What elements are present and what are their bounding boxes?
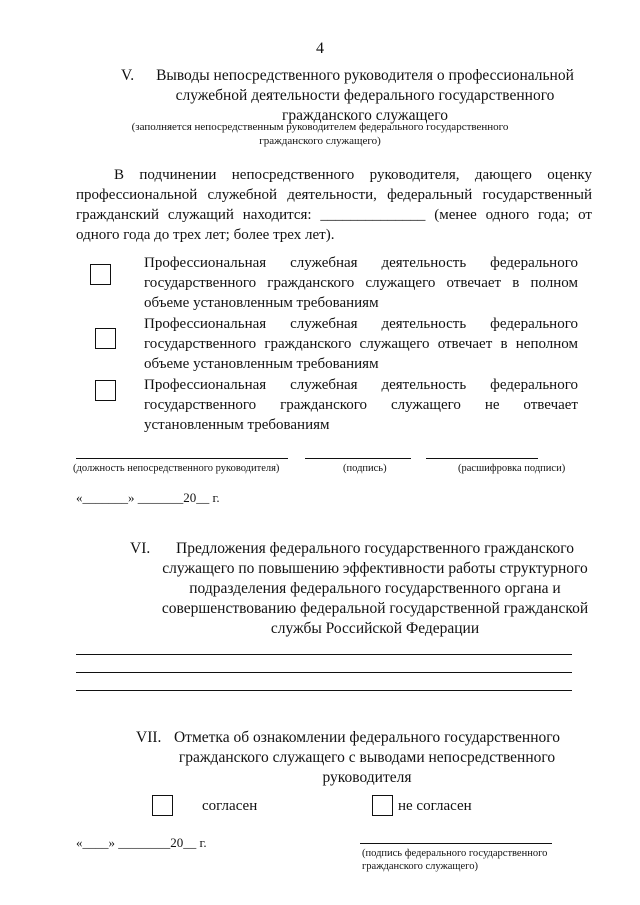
position-caption: (должность непосредственного руководителя) (73, 463, 280, 474)
section-6-title-line: совершенствованию федеральной государственной гражданской (161, 600, 589, 617)
option-line: установленным требованиям (144, 417, 330, 433)
disagree-checkbox[interactable] (372, 795, 393, 816)
option-not-meet-text (144, 375, 578, 435)
option-partial-text (144, 314, 578, 374)
section-5-title-line: Выводы непосредственного руководителя о профессиональной (156, 67, 574, 84)
option-line: Профессиональная служебная деятельность федерального (144, 316, 578, 332)
section-5-note (0, 120, 640, 148)
decoding-signature-line[interactable] (426, 458, 538, 459)
section-7-title-line: гражданского служащего с выводами непосредственного (178, 749, 556, 766)
option-line: объеме установленным требованиям (144, 356, 379, 372)
option-line: государственного гражданского служащего отвечает в полном (144, 275, 578, 291)
paragraph-line: профессиональной служебной деятельности, федеральный государственный (76, 187, 592, 203)
employee-signature-caption (362, 847, 547, 873)
section-6-title-line: Предложения федерального государственного гражданского (176, 540, 574, 557)
signature-line[interactable] (305, 458, 411, 459)
option-full-checkbox[interactable] (90, 264, 111, 285)
section-7-title-line: Отметка об ознакомлении федерального государственного (173, 729, 560, 746)
caption-line: гражданского служащего) (362, 861, 478, 872)
paragraph-line: В подчинении непосредственного руководителя, дающего оценку (114, 167, 592, 183)
section-6-title-line: подразделения федерального государственного органа и (189, 580, 561, 597)
section-5-note-line: гражданского служащего) (259, 135, 381, 147)
agree-checkbox[interactable] (152, 795, 173, 816)
section-7-numeral: VII. (136, 729, 162, 746)
section-5-title-line: служебной деятельности федерального государственного (175, 87, 555, 104)
proposals-line[interactable] (76, 654, 572, 655)
proposals-line[interactable] (76, 672, 572, 673)
section-5-title (145, 66, 585, 126)
section-7-title (162, 728, 572, 788)
section-6-title-line: служащего по повышению эффективности работы структурного (162, 560, 588, 577)
section-6-title-line: службы Российской Федерации (270, 620, 480, 637)
caption-line: (подпись федерального государственного (362, 848, 548, 859)
section-7-date: «____» ________20__ г. (76, 835, 207, 850)
option-line: объеме установленным требованиям (144, 295, 379, 311)
option-line: государственного гражданского служащего отвечает в неполном (144, 336, 578, 352)
proposals-line[interactable] (76, 690, 572, 691)
signature-caption: (подпись) (343, 463, 387, 474)
option-line: Профессиональная служебная деятельность федерального (144, 255, 578, 271)
section-7-title-line: руководителя (322, 769, 412, 786)
subordination-paragraph (76, 165, 592, 245)
section-6-title (150, 539, 600, 639)
option-line: Профессиональная служебная деятельность федерального (144, 377, 578, 393)
paragraph-line: одного года до трех лет; более трех лет). (76, 227, 335, 243)
section-5-title-line: гражданского служащего (281, 107, 448, 124)
disagree-label: не согласен (398, 798, 472, 814)
position-signature-line[interactable] (76, 458, 288, 459)
option-line: государственного гражданского служащего не отвечает (144, 397, 578, 413)
decoding-caption: (расшифровка подписи) (458, 463, 566, 474)
agree-label: согласен (202, 798, 258, 814)
section-5-note-line: (заполняется непосредственным руководителем федерального государственного (131, 121, 509, 133)
option-partial-checkbox[interactable] (95, 328, 116, 349)
section-5-numeral: V. (121, 67, 135, 84)
section-6-numeral: VI. (130, 540, 151, 557)
employee-signature-line[interactable] (360, 843, 552, 844)
option-full-text (144, 253, 578, 313)
option-not-meet-checkbox[interactable] (95, 380, 116, 401)
paragraph-line: гражданский служащий находится: ______________ (менее одного года; от (76, 207, 592, 223)
page-number: 4 (316, 40, 324, 57)
section-5-date: «_______» _______20__ г. (76, 490, 220, 505)
